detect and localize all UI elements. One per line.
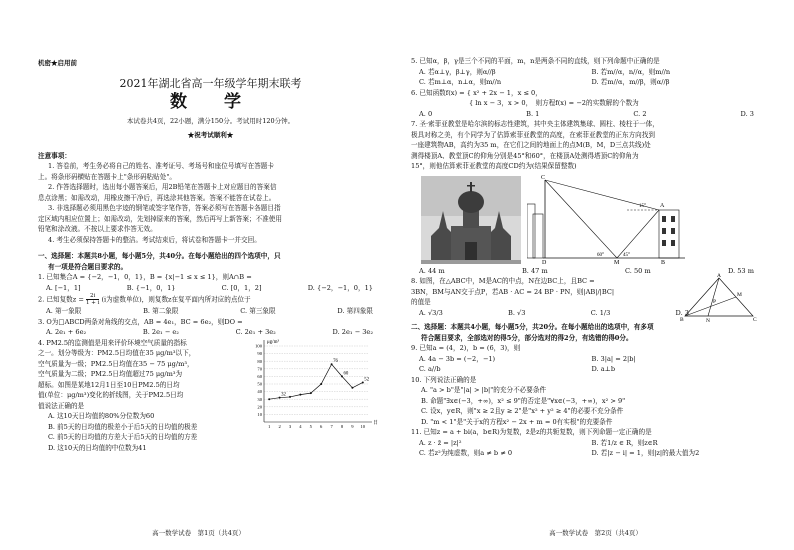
option-b: B. 1: [526, 109, 540, 118]
option-c: C. 若z²为纯虚数，则a ≠ b ≠ 0: [419, 449, 513, 457]
triangle-figure: [679, 272, 759, 322]
notes: [38, 161, 383, 245]
option-c: C. 1/3: [590, 308, 611, 317]
x-tick-label: 5: [309, 423, 312, 429]
option-a: A. 0: [419, 109, 433, 118]
note-line: 4. 考生必须保持答题卡的整洁。考试结束后，将试卷和答题卡一并交回。: [48, 235, 261, 244]
good-luck-line: ★祝考试顺利★: [187, 131, 234, 139]
point-c-label: C: [541, 174, 546, 181]
x-tick-label: 4: [299, 423, 302, 429]
note-line: 1. 答卷前，考生务必将自己的姓名、准考证号、考场号和座位号填写在答题卡: [48, 162, 274, 170]
data-point: [268, 398, 270, 400]
x-tick-label: 1: [268, 423, 271, 429]
y-tick-label: 90: [257, 350, 262, 356]
numerator: 2i: [86, 293, 99, 300]
option-b: B. 2e₁ − e₂: [142, 328, 179, 336]
question-7-line: 一座建筑物AB，高约为35 m，在它们之间的地面上的点M(B，M，D三点共线)处: [411, 141, 651, 149]
question-4-line: 超标。如图是某地12月1日至10日PM2.5的日均: [38, 380, 180, 389]
exam-info: 本试卷共4页，22小题，满分150分。考试用时120分钟。: [126, 116, 295, 125]
option-b: B. 47 m: [521, 266, 548, 275]
x-tick-label: 2: [278, 423, 281, 429]
y-tick-label: 10: [257, 411, 262, 417]
question-11: 11. 已知z = a + bi(a，b∈R)为复数，z̄是z的共轭复数，则下列命题一定正确的是: [411, 428, 652, 436]
option-b: B. {−1，0，1}: [126, 283, 176, 292]
note-line: 上。将条形码横贴在答题卡上"条形码粘贴处"。: [38, 172, 176, 181]
data-label: 32: [281, 392, 286, 398]
question-2: [38, 293, 383, 306]
data-label: 60: [343, 370, 349, 376]
option-b: B. 前5天的日均值的极差小于后5天的日均值的极差: [48, 422, 198, 431]
angle-45-label: 45°: [623, 252, 630, 258]
pm25-line-chart: [244, 336, 380, 436]
question-3: 3. O为□ABCD两条对角线的交点，AB = 4e₁，BC = 6e₂，则DO =: [38, 317, 243, 326]
option-a: A. 若α⊥γ，β⊥γ，则α//β: [419, 67, 496, 76]
option-d: D. "m < 1"是"关于x的方程x² − 2x + m = 0有实根"的充要条件: [421, 417, 613, 426]
option-a: A. [−1，1]: [46, 283, 81, 292]
x-tick-label: 9: [351, 423, 354, 429]
x-tick-label: 3: [288, 423, 292, 429]
data-label: 76: [333, 358, 338, 364]
y-tick-label: 70: [257, 365, 262, 371]
section-1-heading-cont: 有一项是符合题目要求的。: [48, 262, 128, 271]
x-axis-label: 日: [373, 420, 379, 426]
elevation-diagram: [527, 174, 697, 264]
option-b: B. 命题"∃x∈(−3，+∞)，x² ≤ 9"的否定是"∀x∈(−3，+∞)，x² > 9": [421, 396, 626, 405]
point-a-label: A: [660, 202, 665, 209]
option-d: D. 3: [740, 109, 754, 118]
question-9-options: [411, 354, 764, 375]
question-7-line: 7. 圣·索菲亚教堂是哈尔滨的标志性建筑，其中央主体建筑集球、圆柱、棱柱于一体，: [411, 120, 659, 128]
option-a: A. 这10天日均值的80%分位数为60: [48, 412, 155, 420]
denominator: 1 + i: [85, 300, 100, 306]
y-tick-label: 80: [257, 358, 262, 364]
x-tick-label: 6: [320, 423, 323, 429]
y-tick-label: 30: [257, 396, 262, 402]
fraction: [86, 293, 99, 306]
y-axis-label: μg/m³: [267, 339, 279, 345]
option-d: D. 若m//α，m//β，则α//β: [591, 78, 670, 86]
y-tick-label: 50: [257, 381, 262, 387]
option-b: B. 第二象限: [143, 307, 179, 315]
question-4-line: 值说法正确的是: [38, 401, 85, 410]
point-b-label: B: [661, 259, 666, 264]
option-b: B. 若m//α，n//α，则m//n: [591, 67, 671, 76]
question-4-line: 4. PM2.5的监测值是用来评价环境空气质量的指标: [38, 338, 187, 347]
question-8-line: 8. 如图，在△ABC中，M是AC的中点，N在边BC上，且BC =: [411, 277, 595, 285]
vertex-b-label: B: [680, 317, 684, 322]
question-6-line-1: 6. 已知函数f(x) = { x² + 2x − 1，x ≤ 0，: [411, 88, 542, 97]
option-d: D. 第四象限: [337, 307, 373, 315]
question-4-line: 之一。划分等级为：PM2.5日均值在35 μg/m³以下，: [38, 349, 196, 357]
option-a: A. z · z̄ = |z|²: [419, 438, 462, 447]
x-tick-label: 10: [360, 423, 366, 429]
option-d: D. 2e₁ − 3e₂: [332, 328, 373, 336]
angle-60-label: 60°: [597, 252, 604, 258]
option-c: C. 2e₁ + 3e₂: [235, 328, 276, 336]
option-d: D. 3: [675, 308, 689, 317]
option-d: D. a⊥b: [591, 365, 616, 373]
x-tick-label: 8: [340, 423, 344, 429]
question-2-stem: 2. 已知复数z =: [38, 295, 84, 304]
question-1: 1. 已知集合A = {−2，−1，0，1}，B = {x|−1 ≤ x ≤ 1}，则A∩B =: [38, 273, 252, 281]
question-5-options: [411, 67, 764, 88]
option-d: D. {−2，−1，0，1}: [307, 283, 373, 292]
option-d: D. 53 m: [727, 266, 754, 275]
vertex-c-label: C: [753, 317, 757, 322]
question-6-line-2: { ln x − 3，x > 0， 则方程f(x) = −2的实数解的个数为: [469, 99, 639, 107]
vertex-a-label: A: [717, 273, 721, 279]
question-2-options: [38, 306, 383, 317]
data-point: [320, 383, 322, 385]
question-4-line: 空气质量为一级；PM2.5日均值在35 − 75 μg/m³，: [38, 359, 194, 368]
data-label: 52: [364, 376, 370, 382]
note-line: 3. 非选择题必须用黑色字迹的钢笔或签字笔作答，答案必须写在答题卡各题目指: [48, 204, 281, 212]
option-d: D. 这10天的日均值的中位数为41: [48, 443, 147, 452]
x-tick-label: 7: [330, 423, 333, 429]
page-footer: 高一数学试卷 第2页（共4页）: [549, 528, 642, 537]
question-4-line: 空气质量为二级；PM2.5日均值超过75 μg/m³为: [38, 370, 183, 378]
option-c: C. [0，1，2]: [221, 283, 262, 292]
cathedral-photo: [421, 176, 521, 264]
point-p-label: P: [713, 299, 717, 305]
note-line: 铅笔和涂改液。不按以上要求作答无效。: [38, 225, 157, 233]
question-4-line: 值(单位：μg/m³)变化的折线图，关于PM2.5日均: [38, 391, 184, 399]
data-point: [289, 395, 291, 397]
exam-title: 2021年湖北省高一年级学年期末联考: [119, 76, 302, 90]
point-n-label: N: [706, 318, 710, 322]
question-2-stem-end: (i为虚数单位)，则复数z在复平面内所对应的点位于: [101, 295, 251, 304]
y-tick-label: 40: [257, 388, 262, 394]
option-a: A. 第一象限: [46, 307, 82, 315]
option-a: A. 2e₁ + 6e₂: [46, 328, 87, 336]
option-c: C. 50 m: [624, 266, 651, 275]
question-9: 9. 已知a = (4，2)，b = (6，3)，则: [411, 344, 521, 352]
y-tick-label: 20: [257, 403, 262, 409]
data-point: [351, 386, 353, 388]
option-c: C. 2: [633, 109, 647, 118]
section-2-heading-cont: 符合题目要求，全部选对的得5分，部分选对的得2分，有选错的得0分。: [421, 333, 633, 342]
question-1-options: [38, 283, 383, 294]
note-line: 2. 作答选择题时，选出每小题答案后，用2B铅笔在答题卡上对应题目的答案信: [48, 183, 277, 191]
notes-heading: 注意事项：: [38, 151, 71, 160]
question-8-options: [411, 308, 699, 319]
question-7-line: 15°，则他估算索菲亚教堂的高度CD约为(结果保留整数): [411, 162, 577, 170]
note-line: 定区域内相应位置上；如需改动，先划掉原来的答案，然后再写上新答案；不准使用: [38, 214, 282, 223]
option-a: A. 4a − 3b = (−2，−1): [419, 354, 496, 363]
option-b: B. 若1/z ∈ R，则z∈R: [591, 438, 658, 447]
note-line: 息点涂黑；如需改动，用橡皮擦干净后，再选涂其他答案。答案不能答在试卷上。: [38, 193, 276, 202]
question-8-line: 的值是: [411, 298, 431, 306]
question-11-options: [411, 438, 764, 459]
option-a: A. "a > b"是"|a| > |b|"的充分不必要条件: [421, 386, 547, 394]
option-a: A. √3/3: [419, 308, 443, 317]
option-b: B. 3|a| = 2|b|: [591, 354, 636, 363]
option-c: C. 前5天的日均值的方差大于后5天的日均值的方差: [48, 433, 198, 441]
question-5: 5. 已知α，β，γ是三个不同的平面，m，n是两条不同的直线，则下列命题中正确的是: [411, 57, 660, 65]
question-4: [38, 338, 383, 454]
y-tick-label: 60: [257, 373, 262, 379]
option-a: A. 44 m: [419, 266, 445, 275]
section-1-heading: 一、选择题：本题共8小题，每小题5分，共40分。在每小题给出的四个选项中，只: [38, 252, 281, 260]
y-tick-label: 100: [255, 343, 262, 349]
question-6-options: [411, 109, 764, 120]
option-c: C. a//b: [419, 365, 441, 373]
point-d-label: D: [542, 259, 547, 264]
question-7: [411, 119, 764, 172]
section-2-heading: 二、选择题：本题共4小题，每小题5分，共20分。在每小题给出的选项中，有多项: [411, 323, 654, 331]
page-footer: 高一数学试卷 第1页（共4页）: [152, 528, 245, 537]
data-point: [310, 392, 312, 394]
question-10: 10. 下列说法正确的是: [411, 375, 477, 384]
option-d: D. 若|z − i| = 1，则|z|的最大值为2: [591, 449, 700, 457]
angle-15-label: 15°: [639, 203, 646, 209]
option-c: C. 第三象限: [240, 307, 276, 315]
option-c: C. 若m⊥α，n⊥α，则m//n: [419, 78, 502, 86]
point-m-label: M: [614, 259, 620, 264]
question-8-line: 3BN，BM与AN交于点P，若AB · AC = 24 BP · PN，则|AB|/|BC|: [411, 287, 615, 296]
page-2: [397, 0, 794, 550]
question-7-figures: [421, 174, 764, 264]
option-b: B. √3: [508, 308, 526, 317]
question-7-line: 测得楼顶A、教堂顶C的仰角分别是45°和60°，在楼顶A处测得塔顶C的仰角为: [411, 151, 639, 160]
confidential-mark: 机密★启用前: [38, 59, 77, 67]
option-c: C. 设x，y∈R，则"x ≥ 2且y ≥ 2"是"x² + y² ≥ 4"的必要不充分条件: [421, 407, 624, 415]
data-point: [299, 393, 301, 395]
question-7-line: 极具对称之美，有个同学为了估算索菲亚教堂的高度，在索菲亚教堂的正东方向找到: [411, 130, 655, 139]
point-m-label: M: [737, 292, 742, 298]
subject-title: 数 学: [170, 92, 251, 112]
